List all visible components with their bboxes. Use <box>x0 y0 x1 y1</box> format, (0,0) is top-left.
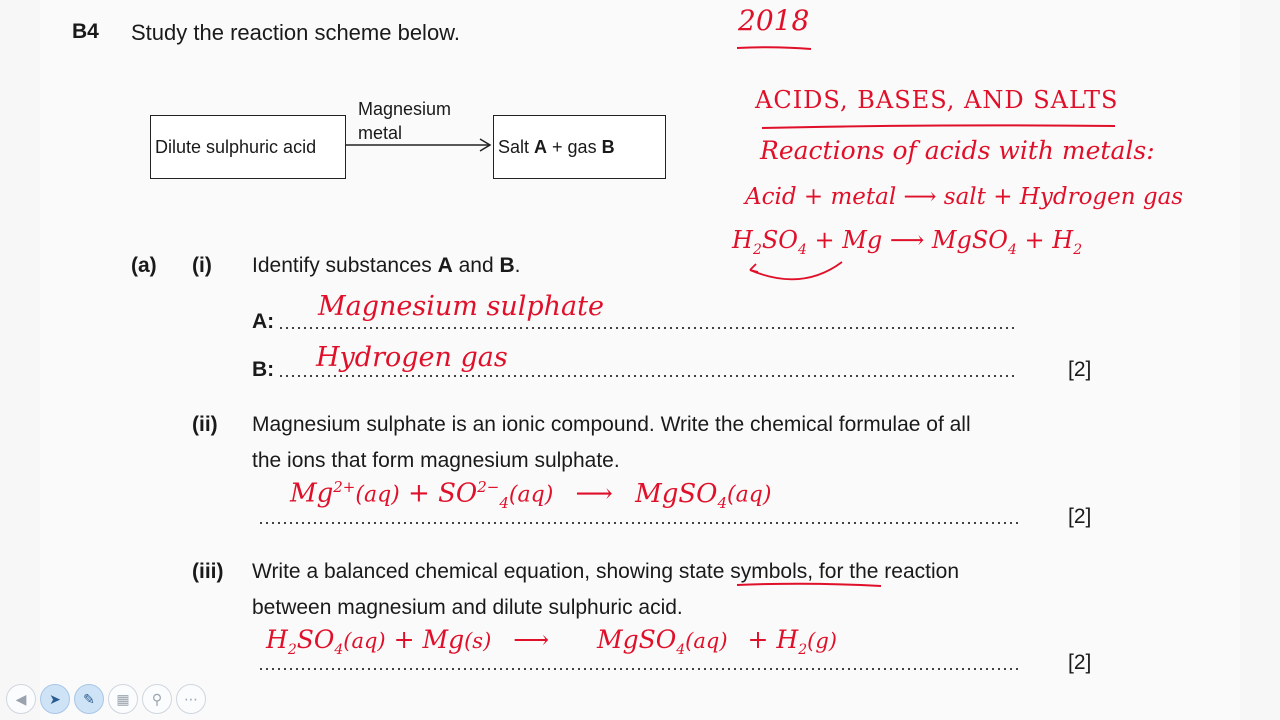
bal-aq2: (aq) <box>685 629 728 653</box>
answer-b-line <box>278 375 1018 377</box>
bal-h2: H <box>776 625 799 654</box>
bal-plus-mg: + Mg <box>393 625 465 654</box>
ions-sub-4b: 4 <box>717 493 728 512</box>
bal-g: (g) <box>807 629 837 653</box>
marks-iii: [2] <box>1068 651 1092 674</box>
eq-sub-4b: 4 <box>1007 241 1017 258</box>
product-salt: Salt <box>498 136 535 157</box>
topic-underline <box>760 122 1120 132</box>
answer-a-line <box>278 327 1018 329</box>
bal-s: (s) <box>464 629 492 653</box>
sub-i-text-a: A <box>437 254 453 277</box>
ions-so-charge: 2− <box>477 478 500 496</box>
hand-balanced-equation <box>266 625 837 658</box>
eq-plus-mg: + Mg <box>814 226 883 254</box>
ions-aq2: (aq) <box>508 482 554 508</box>
bal-plus: + <box>747 625 769 654</box>
sub-ii-text-line1: Magnesium sulphate is an ionic compound. Write the chemical formulae of all <box>252 413 971 436</box>
product-gas: + gas <box>547 136 602 157</box>
reactant-box <box>150 115 346 179</box>
bal-sub-2: 2 <box>287 642 297 658</box>
bal-aq1: (aq) <box>343 629 386 653</box>
bal-so: SO <box>296 625 335 654</box>
sub-iii-text-pre: Write a balanced chemical equation, showing <box>252 560 679 583</box>
ions-sub-4: 4 <box>499 493 509 512</box>
answer-iii-line <box>258 668 1018 670</box>
eq-sub-2b: 2 <box>1073 241 1083 258</box>
product-label <box>498 137 615 158</box>
eq-so: SO <box>761 226 798 254</box>
ions-aq3: (aq) <box>727 482 772 508</box>
marks-ii: [2] <box>1068 505 1092 528</box>
bal-arrow: ⟶ <box>513 625 550 654</box>
state-symbols-underline <box>735 580 885 590</box>
eq-plus-h: + H <box>1024 226 1074 254</box>
ions-mg-charge: 2+ <box>333 478 356 496</box>
bal-sub-4: 4 <box>334 642 344 658</box>
eq-h: H <box>732 226 753 254</box>
ions-aq1: (aq) <box>355 482 400 508</box>
hand-word-equation: Acid + metal ⟶ salt + Hydrogen gas <box>745 184 1184 210</box>
hand-ions-equation <box>290 478 771 512</box>
back-icon[interactable]: ◀ <box>6 684 36 714</box>
sub-i-text <box>252 248 521 284</box>
slides-icon[interactable]: ▦ <box>108 684 138 714</box>
sub-i-label: (i) <box>192 254 212 277</box>
bal-sub-2b: 2 <box>798 642 808 658</box>
answer-ii-line <box>258 522 1018 524</box>
ions-plus: + <box>408 478 430 509</box>
answer-b-label: B: <box>252 358 275 381</box>
ions-mg: Mg <box>290 478 334 509</box>
sub-ii-label: (ii) <box>192 413 218 436</box>
sub-iii-label: (iii) <box>192 560 224 583</box>
ions-so: SO <box>438 478 478 509</box>
ions-mgso: MgSO <box>635 478 718 509</box>
hand-year: 2018 <box>738 4 810 37</box>
pen-icon[interactable]: ✎ <box>74 684 104 714</box>
sub-i-text-pre: Identify substances <box>252 254 438 277</box>
scheme-arrow <box>346 138 494 152</box>
sub-iii-text-end: , for the reaction <box>807 560 960 583</box>
sub-i-text-b: B <box>499 254 515 277</box>
hand-answer-b: Hydrogen gas <box>316 342 508 373</box>
sub-iii-text-line2: between magnesium and dilute sulphuric acid. <box>252 596 683 619</box>
product-a: A <box>534 136 548 157</box>
pointer-icon[interactable]: ➤ <box>40 684 70 714</box>
hand-symbol-equation <box>732 226 1082 258</box>
ions-arrow: ⟶ <box>575 478 613 509</box>
state-symbols-text: state symbols <box>678 560 808 583</box>
hand-topic: ACIDS, BASES, AND SALTS <box>755 86 1119 114</box>
product-box <box>493 115 666 179</box>
hand-answer-a: Magnesium sulphate <box>318 291 604 322</box>
presentation-controls <box>0 684 206 718</box>
product-b: B <box>601 136 615 157</box>
reactant-label: Dilute sulphuric acid <box>155 136 317 157</box>
bal-sub-4b: 4 <box>676 642 686 658</box>
hand-heading: Reactions of acids with metals: <box>760 136 1155 165</box>
marks-i: [2] <box>1068 358 1092 381</box>
question-number: B4 <box>72 20 99 43</box>
eq-sub-4: 4 <box>797 241 807 258</box>
sub-ii-text-line2: the ions that form magnesium sulphate. <box>252 449 620 472</box>
bal-mgso: MgSO <box>597 625 677 654</box>
eq-sub-2: 2 <box>752 241 762 258</box>
arrow-label-line1: Magnesium <box>358 99 452 119</box>
part-a-label: (a) <box>131 254 157 277</box>
question-intro: Study the reaction scheme below. <box>131 20 460 45</box>
zoom-icon[interactable]: ⚲ <box>142 684 172 714</box>
exchange-arrow <box>742 256 852 290</box>
sub-i-text-end: . <box>514 254 521 277</box>
eq-mgso: MgSO <box>931 226 1008 254</box>
eq-arrow: ⟶ <box>889 226 925 254</box>
more-icon[interactable]: ⋯ <box>176 684 206 714</box>
sub-i-text-and: and <box>452 254 500 277</box>
year-underline <box>735 44 815 52</box>
bal-h: H <box>266 625 288 654</box>
arrow-label-line2: metal <box>358 123 403 143</box>
answer-a-label: A: <box>252 310 275 333</box>
